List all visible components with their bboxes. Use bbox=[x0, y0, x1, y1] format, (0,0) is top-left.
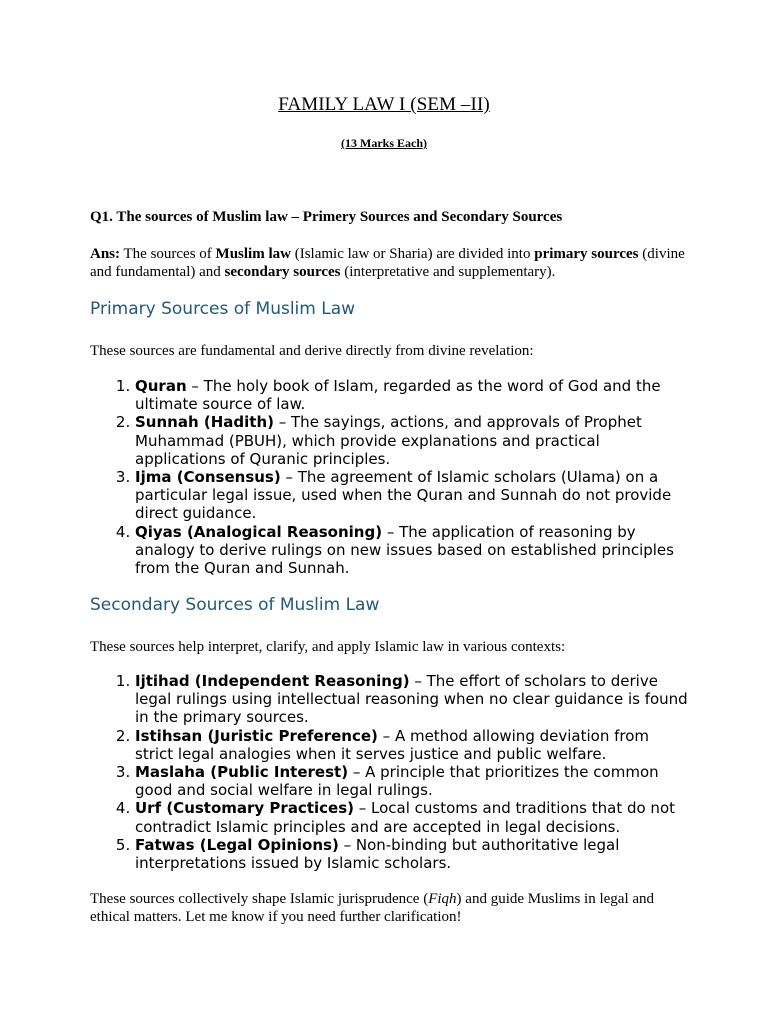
list-item-term: Fatwas (Legal Opinions) bbox=[135, 835, 339, 854]
closing-text-1: These sources collectively shape Islamic jurisprudence ( bbox=[90, 891, 429, 907]
list-item bbox=[135, 799, 691, 835]
answer-text-4: (interpretative and supplementary). bbox=[340, 264, 556, 280]
secondary-sources-heading: Secondary Sources of Muslim Law bbox=[90, 595, 380, 615]
list-item-desc: – The effort of scholars to derive legal rulings using intellectual reasoning when no clear guidance is found in the primary sources. bbox=[135, 672, 688, 727]
list-item-desc: – The agreement of Islamic scholars (Ulama) on a particular legal issue, used when the Quran and Sunnah do not provide direct guidance. bbox=[135, 468, 672, 523]
list-item-desc: – A method allowing deviation from strict legal analogies when it serves justice and public welfare. bbox=[135, 726, 649, 763]
primary-sources-heading: Primary Sources of Muslim Law bbox=[90, 299, 356, 319]
list-item-term: Maslaha (Public Interest) bbox=[135, 763, 349, 782]
list-item-desc: – A principle that prioritizes the common good and social welfare in legal rulings. bbox=[135, 763, 659, 800]
answer-paragraph bbox=[90, 245, 690, 281]
question-heading: Q1. The sources of Muslim law – Primery Sources and Secondary Sources bbox=[90, 209, 563, 225]
answer-text-3: (divine and fundamental) and bbox=[90, 246, 685, 280]
list-item bbox=[135, 672, 691, 727]
list-item-term: Istihsan (Juristic Preference) bbox=[135, 726, 378, 745]
list-item-desc: – The application of reasoning by analogy to derive rulings on new issues based on established principles from the Quran and Sunnah. bbox=[135, 522, 674, 578]
answer-bold-3: secondary sources bbox=[224, 264, 341, 280]
list-item bbox=[135, 468, 691, 523]
list-item-desc: – The holy book of Islam, regarded as the word of God and the ultimate source of law. bbox=[135, 377, 661, 414]
primary-sources-intro: These sources are fundamental and derive directly from divine revelation: bbox=[90, 343, 534, 359]
secondary-sources-list bbox=[90, 672, 691, 872]
answer-text-2: (Islamic law or Sharia) are divided into bbox=[290, 246, 535, 262]
document-subtitle: (13 Marks Each) bbox=[341, 136, 427, 150]
list-item bbox=[135, 377, 691, 413]
document-title: FAMILY LAW I (SEM –II) bbox=[278, 94, 490, 115]
list-item bbox=[135, 523, 691, 578]
list-item bbox=[135, 836, 691, 872]
list-item-term: Urf (Customary Practices) bbox=[135, 799, 354, 818]
list-item-desc: – Local customs and traditions that do not contradict Islamic principles and are accepted in legal decisions. bbox=[135, 799, 675, 836]
list-item bbox=[135, 763, 691, 799]
list-item-term: Ijma (Consensus) bbox=[135, 468, 281, 487]
closing-text-2: ) and guide Muslims in legal and ethical matters. Let me know if you need further clarification! bbox=[90, 891, 655, 925]
closing-italic-term: Fiqh bbox=[428, 891, 457, 907]
answer-prefix: Ans: bbox=[90, 246, 121, 262]
closing-paragraph bbox=[90, 890, 680, 926]
list-item-term: Sunnah (Hadith) bbox=[135, 413, 274, 432]
list-item-term: Quran bbox=[135, 377, 187, 395]
answer-bold-2: primary sources bbox=[534, 246, 639, 262]
list-item-desc: – Non-binding but authoritative legal interpretations issued by Islamic scholars. bbox=[135, 835, 620, 873]
answer-text-1: The sources of bbox=[120, 246, 216, 262]
secondary-sources-intro: These sources help interpret, clarify, and apply Islamic law in various contexts: bbox=[90, 639, 566, 655]
list-item bbox=[135, 727, 691, 763]
list-item bbox=[135, 413, 691, 468]
list-item-desc: – The sayings, actions, and approvals of Prophet Muhammad (PBUH), which provide explanations and practical applications of Quranic principles. bbox=[135, 413, 642, 468]
list-item-term: Qiyas (Analogical Reasoning) bbox=[135, 522, 383, 541]
answer-bold-1: Muslim law bbox=[215, 246, 291, 262]
list-item-term: Ijtihad (Independent Reasoning) bbox=[135, 672, 410, 690]
primary-sources-list bbox=[90, 377, 691, 577]
